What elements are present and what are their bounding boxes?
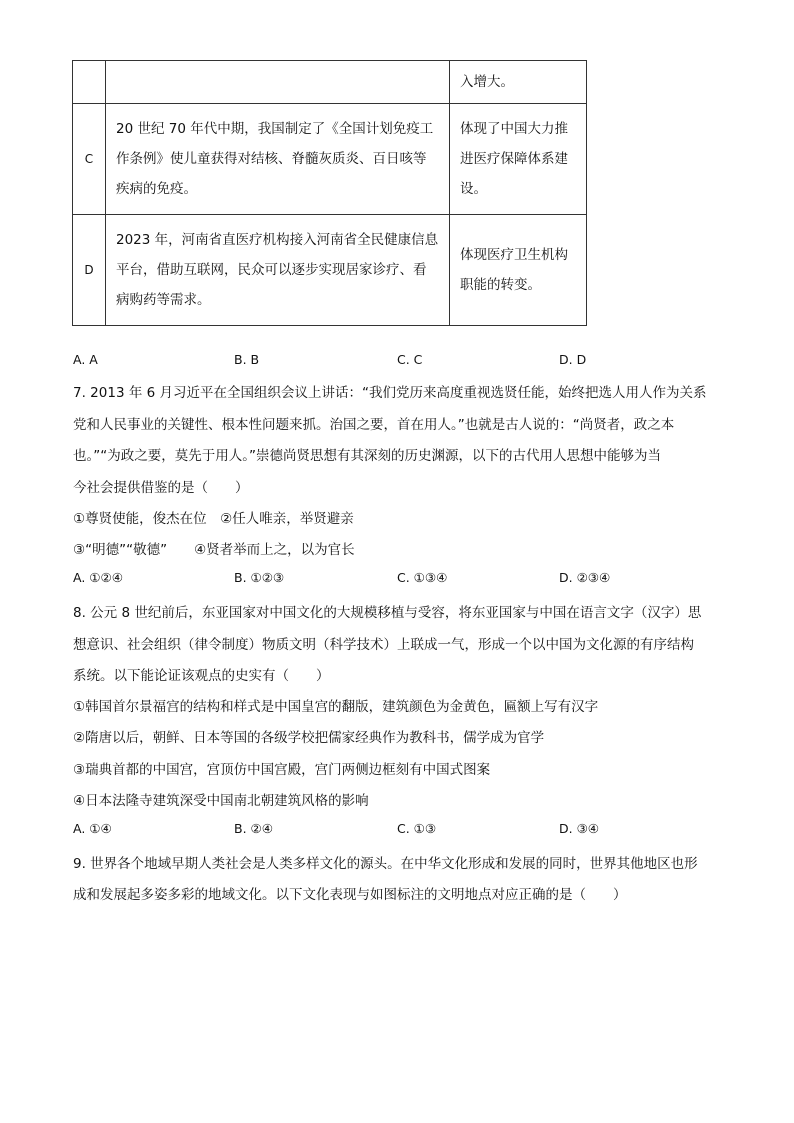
q8-stem-line: 8. 公元 8 世纪前后，东亚国家对中国文化的大规模移植与受容，将东亚国家与中国在语言文字（汉字）思 bbox=[73, 605, 702, 621]
q7-stem-line: 党和人民事业的关键性、根本性问题来抓。治国之要，首在用人。”也就是古人说的：“尚贤者，政之本 bbox=[73, 417, 675, 433]
q7-stem-line: 今社会提供借鉴的是（ ） bbox=[73, 480, 249, 496]
q8-stem-line: 想意识、社会组织（律令制度）物质文明（科学技术）上联成一气，形成一个以中国为文化源的有序结构 bbox=[73, 637, 694, 653]
table-row bbox=[73, 104, 587, 215]
q7-option-a: A. ①②④ bbox=[73, 570, 123, 585]
table-row bbox=[73, 61, 587, 104]
row-result: 入增大。 bbox=[450, 61, 587, 104]
q8-option-c: C. ①③ bbox=[397, 821, 437, 836]
q8-item: ①韩国首尔景福宫的结构和样式是中国皇宫的翻版，建筑颜色为金黄色，匾额上写有汉字 bbox=[73, 699, 599, 715]
q8-option-b: B. ②④ bbox=[234, 821, 273, 836]
row-result: 体现了中国大力推进医疗保障体系建设。 bbox=[450, 104, 587, 215]
row-text: 20 世纪 70 年代中期，我国制定了《全国计划免疫工作条例》使儿童获得对结核、脊髓灰质炎、百日咳等疾病的免疫。 bbox=[106, 104, 450, 215]
q6-option-a: A. A bbox=[73, 352, 98, 367]
q7-option-d: D. ②③④ bbox=[559, 570, 611, 585]
q8-option-a: A. ①④ bbox=[73, 821, 112, 836]
q6-option-c: C. C bbox=[397, 352, 423, 367]
options-table bbox=[72, 60, 587, 326]
q6-option-b: B. B bbox=[234, 352, 260, 367]
q8-item: ②隋唐以后，朝鲜、日本等国的各级学校把儒家经典作为教科书，儒学成为官学 bbox=[73, 730, 545, 746]
q7-stem-line: 也。”“为政之要，莫先于用人。”崇德尚贤思想有其深刻的历史渊源，以下的古代用人思想中能够为当 bbox=[73, 448, 661, 464]
row-text: 2023 年，河南省直医疗机构接入河南省全民健康信息平台，借助互联网，民众可以逐步实现居家诊疗、看病购药等需求。 bbox=[106, 215, 450, 326]
q8-stem-line: 系统。以下能论证该观点的史实有（ ） bbox=[73, 668, 330, 684]
row-label bbox=[73, 61, 106, 104]
row-label: D bbox=[73, 215, 106, 326]
q7-option-b: B. ①②③ bbox=[234, 570, 285, 585]
q8-item: ④日本法隆寺建筑深受中国南北朝建筑风格的影响 bbox=[73, 793, 369, 809]
q6-option-d: D. D bbox=[559, 352, 587, 367]
table-row bbox=[73, 215, 587, 326]
q9-stem-line: 成和发展起多姿多彩的地域文化。以下文化表现与如图标注的文明地点对应正确的是（ ） bbox=[73, 887, 627, 903]
q7-item: ①尊贤使能，俊杰在位 ②任人唯亲，举贤避亲 bbox=[73, 511, 354, 527]
q7-item: ③“明德”“敬德” ④贤者举而上之，以为官长 bbox=[73, 542, 355, 558]
row-label: C bbox=[73, 104, 106, 215]
q7-option-c: C. ①③④ bbox=[397, 570, 448, 585]
row-result: 体现医疗卫生机构职能的转变。 bbox=[450, 215, 587, 326]
row-text bbox=[106, 61, 450, 104]
q9-stem-line: 9. 世界各个地域早期人类社会是人类多样文化的源头。在中华文化形成和发展的同时，世界其他地区也形 bbox=[73, 856, 698, 872]
q7-stem-line: 7. 2013 年 6 月习近平在全国组织会议上讲话：“我们党历来高度重视选贤任能，始终把选人用人作为关系 bbox=[73, 385, 707, 401]
q8-item: ③瑞典首都的中国宫，宫顶仿中国宫殿，宫门两侧边框刻有中国式图案 bbox=[73, 762, 491, 778]
q8-option-d: D. ③④ bbox=[559, 821, 599, 836]
